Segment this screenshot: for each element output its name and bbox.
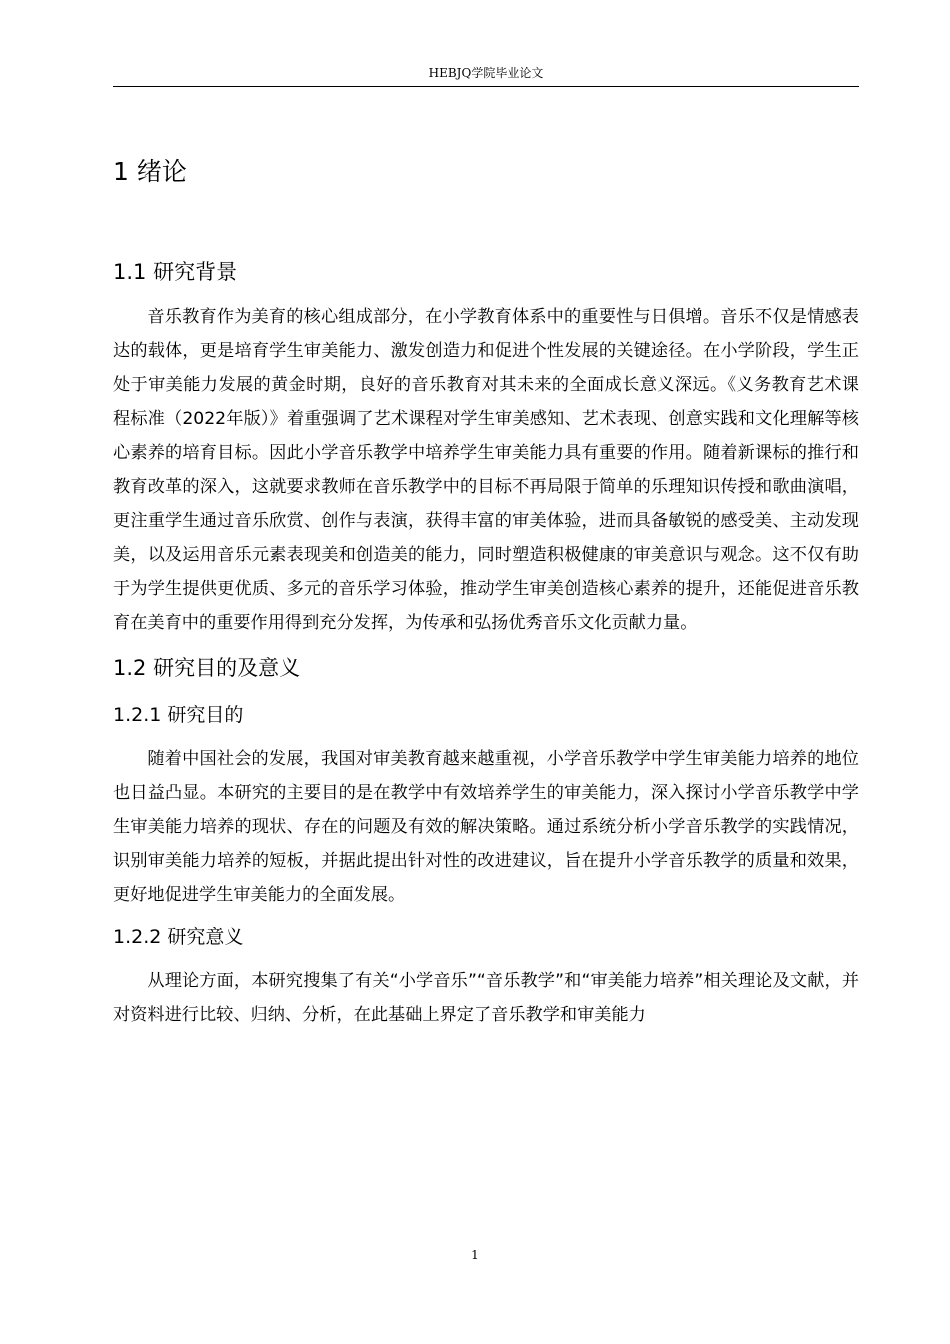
paragraph-research-significance: 从理论方面，本研究搜集了有关“小学音乐”“音乐教学”和“审美能力培养”相关理论及文献，并对资料进行比较、归纳、分析，在此基础上界定了音乐教学和审美能力 — [113, 971, 859, 1025]
section-title-1-1: 1.1 研究背景 — [113, 260, 238, 284]
chapter-title: 1 绪论 — [113, 157, 187, 186]
section-title-1-2-1: 1.2.1 研究目的 — [113, 704, 244, 726]
section-title-1-2: 1.2 研究目的及意义 — [113, 656, 301, 680]
paragraph-research-purpose: 随着中国社会的发展，我国对审美教育越来越重视，小学音乐教学中学生审美能力培养的地位也日益凸显。本研究的主要目的是在教学中有效培养学生的审美能力，深入探讨小学音乐教学中学生审美能力培养的现状、存在的问题及有效的解决策略。通过系统分析小学音乐教学的实践情况，识别审美能力培养的短板，并据此提出针对性的改进建议，旨在提升小学音乐教学的质量和效果，更好地促进学生审美能力的全面发展。 — [113, 749, 859, 905]
page-number: 1 — [471, 1248, 479, 1262]
page-header: HEBJQ学院毕业论文 — [113, 64, 859, 87]
document-body — [113, 150, 859, 1032]
section-title-1-2-2: 1.2.2 研究意义 — [113, 926, 244, 948]
paragraph-research-background: 音乐教育作为美育的核心组成部分，在小学教育体系中的重要性与日俱增。音乐不仅是情感表达的载体，更是培育学生审美能力、激发创造力和促进个性发展的关键途径。在小学阶段，学生正处于审美能力发展的黄金时期，良好的音乐教育对其未来的全面成长意义深远。《义务教育艺术课程标准（2022年版）》着重强调了艺术课程对学生审美感知、艺术表现、创意实践和文化理解等核心素养的培育目标。因此小学音乐教学中培养学生审美能力具有重要的作用。随着新课标的推行和教育改革的深入，这就要求教师在音乐教学中的目标不再局限于简单的乐理知识传授和歌曲演唱，更注重学生通过音乐欣赏、创作与表演，获得丰富的审美体验，进而具备敏锐的感受美、主动发现美，以及运用音乐元素表现美和创造美的能力，同时塑造积极健康的审美意识与观念。这不仅有助于为学生提供更优质、多元的音乐学习体验，推动学生审美创造核心素养的提升，还能促进音乐教育在美育中的重要作用得到充分发挥，为传承和弘扬优秀音乐文化贡献力量。 — [113, 307, 859, 633]
